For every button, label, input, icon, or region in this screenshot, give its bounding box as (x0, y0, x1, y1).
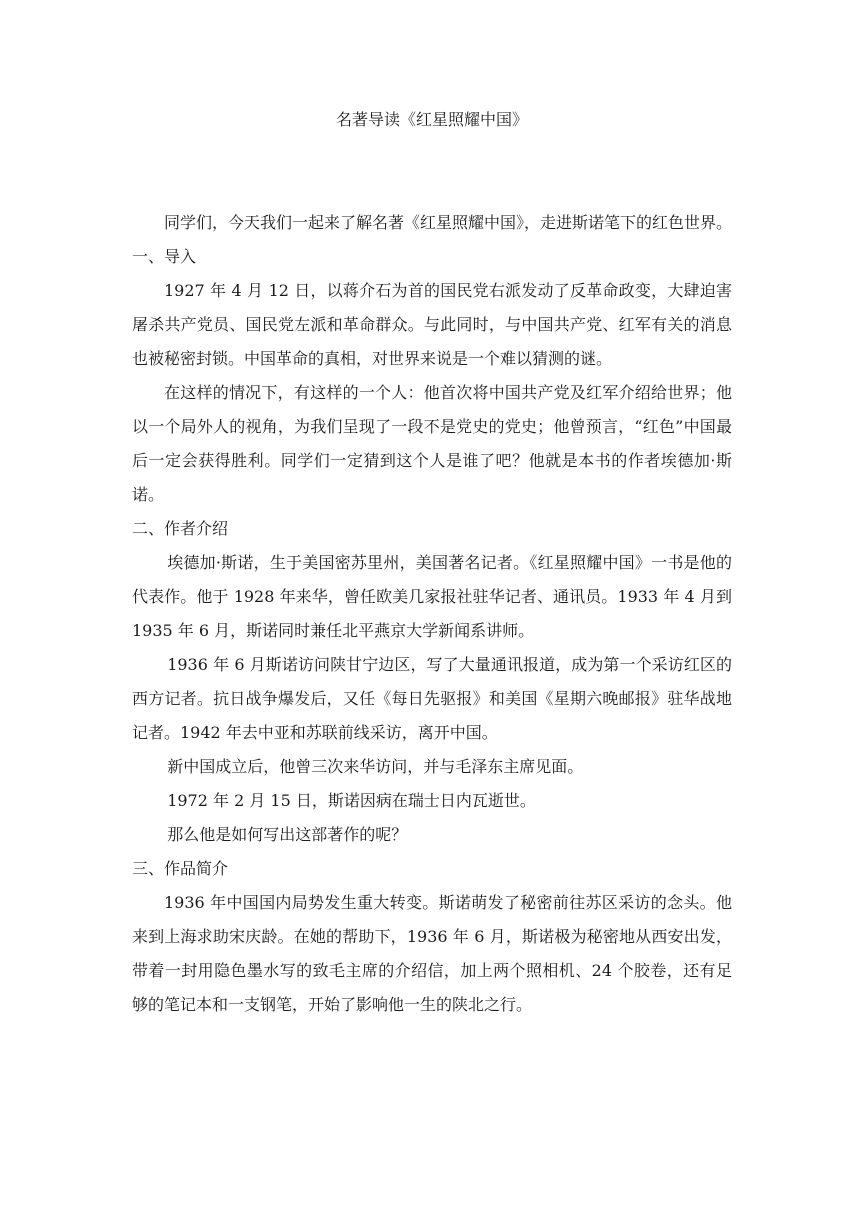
paragraph-death: 1972 年 2 月 15 日，斯诺因病在瑞士日内瓦逝世。 (167, 791, 536, 810)
paragraph-who-is-snow: 在这样的情况下，有这样的一个人：他首次将中国共产党及红军介绍给世界；他以一个局外人的视角，为我们呈现了一段不是党史的党史；他曾预言，“红色”中国最后一定会获得胜利。同学们一定猜到这个人是谁了吧？他就是本书的作者埃德加·斯诺。 (132, 383, 732, 504)
paragraph-after-1949: 新中国成立后，他曾三次来华访问，并与毛泽东主席见面。 (167, 757, 584, 776)
section-heading-work-summary: 三、作品简介 (132, 859, 229, 878)
document-title: 名著导读《红星照耀中国》 (335, 110, 528, 129)
paragraph-intro: 同学们，今天我们一起来了解名著《红星照耀中国》，走进斯诺笔下的红色世界。 (164, 213, 733, 232)
paragraph-1936-visit: 1936 年 6 月斯诺访问陕甘宁边区，写了大量通讯报道，成为第一个采访红区的西方记者。抗日战争爆发后，又任《每日先驱报》和美国《星期六晚邮报》驻华战地记者。1942 年去中亚和苏联前线采访，离开中国。 (132, 655, 732, 742)
paragraph-journey: 1936 年中国国内局势发生重大转变。斯诺萌发了秘密前往苏区采访的念头。他来到上海求助宋庆龄。在她的帮助下，1936 年 6 月，斯诺极为秘密地从西安出发，带着一封用隐色墨水写的致毛主席的介绍信，加上两个照相机、24 个胶卷，还有足够的笔记本和一支钢笔，开始了影响他一生的陕北之行。 (132, 893, 732, 1014)
paragraph-author-bio: 埃德加·斯诺，生于美国密苏里州，美国著名记者。《红星照耀中国》一书是他的代表作。他于 1928 年来华，曾任欧美几家报社驻华记者、通讯员。1933 年 4 月到 1935 年 6 月，斯诺同时兼任北平燕京大学新闻系讲师。 (132, 553, 732, 640)
section-heading-introduction: 一、导入 (132, 247, 197, 266)
paragraph-question: 那么他是如何写出这部著作的呢？ (167, 825, 408, 844)
paragraph-1927-events: 1927 年 4 月 12 日，以蒋介石为首的国民党右派发动了反革命政变，大肆迫害屠杀共产党员、国民党左派和革命群众。与此同时，与中国共产党、红军有关的消息也被秘密封锁。中国革命的真相，对世界来说是一个难以猜测的谜。 (132, 281, 732, 368)
document-body (132, 206, 732, 1022)
section-heading-author: 二、作者介绍 (132, 519, 229, 538)
